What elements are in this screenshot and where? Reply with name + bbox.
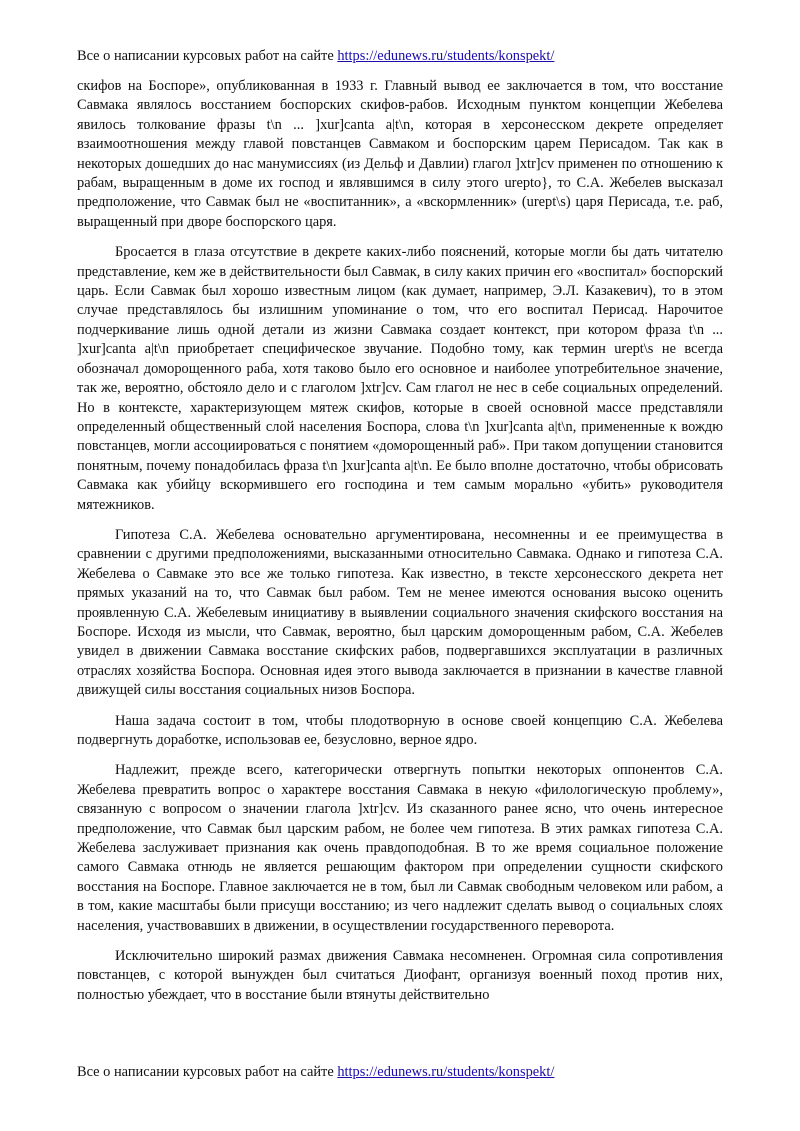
- footer-link[interactable]: https://edunews.ru/students/konspekt/: [337, 1064, 555, 1080]
- page-footer: [77, 1063, 737, 1082]
- paragraph-2: Бросается в глаза отсутствие в декрете каких-либо пояснений, которые могли бы дать читателю представление, кем же в действительности был Савмак, в силу каких причин его «воспитал» боспорский царь. Если Савмак был хорошо известным лицом (как думает, например, Э.Л. Казакевич), то в этом случае представлялось бы излишним упоминание о том, что его воспитал Перисад. Нарочитое подчеркивание лишь одной детали из жизни Савмака создает контекст, при котором фраза t\n ... ]xur]canta a|t\n приобретает специфическое звучание. Подобно тому, как термин urept\s не всегда обозначал доморощенного раба, хотя таково было его основное и наиболее употребительное значение, так же, вероятно, обстояло дело и с глаголом ]xtr]cv. Сам глагол не нес в себе социальных определений. Но в контексте, характеризующем мятеж скифов, которые в своей основной массе представляли определенный общественный слой населения Боспора, слова t\n ]xur]canta a|t\n, примененные к вождю повстанцев, могли ассоциироваться с понятием «доморощенный раб». При таком допущении становится понятным, почему понадобилась фраза t\n ]xur]canta a|t\n. Ее было вполне достаточно, чтобы обрисовать Савмака как убийцу вскормившего его господина и тем самым морально «убить» руководителя мятежников.: [77, 244, 723, 513]
- paragraph-5: Надлежит, прежде всего, категорически отвергнуть попытки некоторых оппонентов С.А. Жебелева превратить вопрос о характере восстания Савмака в некую «филологическую проблему», связанную с вопросом о значении глагола ]xtr]cv. Из сказанного ранее ясно, что очень интересное предположение, что Савмак был царским рабом, не более чем гипотеза. В этих рамках гипотеза С.А. Жебелева заслуживает признания как очень правдоподобная. В то же время социальное положение самого Савмака отнюдь не является решающим фактором при определении сущности скифского восстания на Боспоре. Главное заключается не в том, был ли Савмак свободным человеком или рабом, а в том, какие масштабы были присущи восстанию; из чего надлежит сделать вывод о социальных слоях населения, участвовавших в движении, в осуществлении государственного переворота.: [77, 762, 723, 934]
- paragraph-4: Наша задача состоит в том, чтобы плодотворную в основе своей концепцию С.А. Жебелева подвергнуть доработке, использовав ее, безусловно, верное ядро.: [77, 712, 723, 748]
- document-body: [77, 77, 723, 1016]
- paragraph-6: Исключительно широкий размах движения Савмака несомненен. Огромная сила сопротивления повстанцев, с которой вынужден был считаться Диофант, организуя военный поход против них, полностью убеждает, что в восстание были втянуты действительно: [77, 948, 723, 1003]
- footer-text: Все о написании курсовых работ на сайте: [77, 1064, 338, 1080]
- header-text: Все о написании курсовых работ на сайте: [77, 48, 338, 64]
- header-link[interactable]: https://edunews.ru/students/konspekt/: [337, 48, 555, 64]
- paragraph-1: скифов на Боспоре», опубликованная в 1933 г. Главный вывод ее заключается в том, что восстание Савмака являлось восстанием боспорских скифов-рабов. Исходным пунктом концепции Жебелева явилось толкование фразы t\n ... ]xur]canta a|t\n, которая в херсонесском декрете определяет взаимоотношения между главой повстанцев Савмаком и боспорским царем Перисадом. Так как в некоторых дошедших до нас манумиссиях (из Дельф и Давлии) глагол ]xtr]cv применен по отношению к рабам, выращенным в доме их господ и являвшимся в силу этого urepto}, то С.А. Жебелев высказал предположение, что Савмак был не «воспитанник», а «вскормленник» (urept\s) царя Перисада, т.е. раб, выращенный при дворе боспорского царя.: [77, 78, 723, 230]
- paragraph-3: Гипотеза С.А. Жебелева основательно аргументирована, несомненны и ее преимущества в сравнении с другими предположениями, высказанными относительно Савмака. Однако и гипотеза С.А. Жебелева о Савмаке это все же только гипотеза. Как известно, в тексте херсонесского декрета нет прямых указаний на то, что Савмак был рабом. Тем не менее имеются основания высоко оценить проявленную С.А. Жебелевым инициативу в выявлении социального значения скифского восстания на Боспоре. Исходя из мысли, что Савмак, вероятно, был царским доморощенным рабом, С.А. Жебелев увидел в движении Савмака восстание скифских рабов, подвергавшихся эксплуатации в различных отраслях хозяйства Боспора. Основная идея этого вывода заключается в признании в качестве главной движущей силы восстания социальных низов Боспора.: [77, 526, 723, 699]
- page-header: [77, 47, 737, 66]
